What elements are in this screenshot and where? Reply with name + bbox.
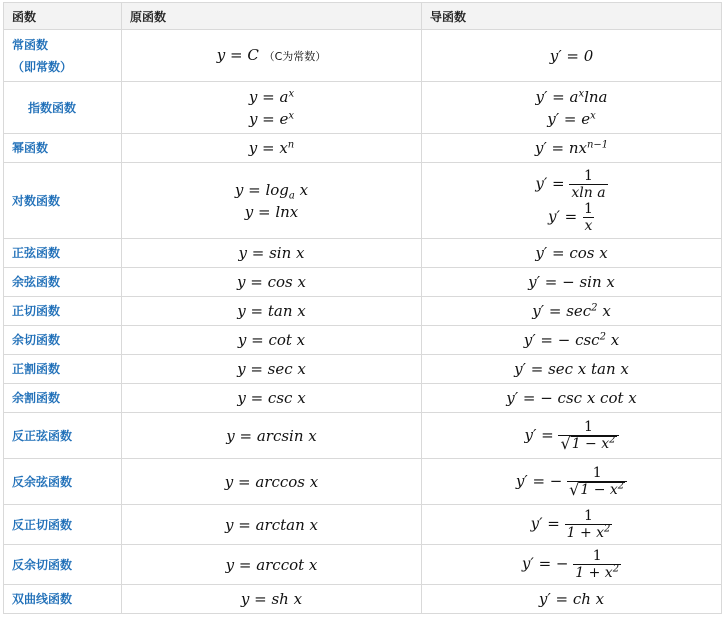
table-row bbox=[4, 384, 722, 413]
function-name[interactable]: 反余切函数 bbox=[4, 545, 122, 585]
original-formula: y = C （C为常数） bbox=[122, 30, 422, 82]
derivative-formula: y′ = − $\frac{1}{1 + x^2}$ bbox=[422, 545, 722, 585]
function-name[interactable]: 反正切函数 bbox=[4, 505, 122, 545]
derivative-formula: y′ = − 1 √ $1 - x^2$ bbox=[422, 459, 722, 505]
original-formula: y = csc x bbox=[122, 384, 422, 413]
derivative-formula: y′ = cos x bbox=[422, 239, 722, 268]
derivative-formula: $y' = \sec^2 x$ bbox=[422, 297, 722, 326]
table-row bbox=[4, 545, 722, 585]
derivative-formula: y′ = − $\csc^2 x$ bbox=[422, 326, 722, 355]
derivative-formula: y′ = 0 bbox=[422, 30, 722, 82]
derivative-table bbox=[3, 2, 722, 614]
function-name[interactable]: 正弦函数 bbox=[4, 239, 122, 268]
derivative-formula: y′ = 1 √ $1 - x^2$ bbox=[422, 413, 722, 459]
table-row bbox=[4, 326, 722, 355]
function-name[interactable]: 余弦函数 bbox=[4, 268, 122, 297]
function-name[interactable]: 反正弦函数 bbox=[4, 413, 122, 459]
original-formula: $y = x^n$ bbox=[122, 134, 422, 163]
table-row bbox=[4, 585, 722, 614]
table-row bbox=[4, 355, 722, 384]
derivative-formula: y′ = ch x bbox=[422, 585, 722, 614]
original-formula: $y = a^x$ $y = e^x$ bbox=[122, 82, 422, 134]
original-formula: y = cos x bbox=[122, 268, 422, 297]
table-row bbox=[4, 459, 722, 505]
function-name bbox=[4, 30, 122, 82]
function-name[interactable]: 指数函数 bbox=[4, 82, 122, 134]
note: （C为常数） bbox=[263, 49, 327, 63]
original-formula: y = sin x bbox=[122, 239, 422, 268]
name-line[interactable]: 常函数 bbox=[12, 37, 49, 52]
table-row bbox=[4, 134, 722, 163]
derivative-formula: y′ = sec x tan x bbox=[422, 355, 722, 384]
derivative-formula: y′ = $\frac{1}{\text{xln a}}$ y′ = $\frac{1}{x}$ bbox=[422, 163, 722, 239]
table-row bbox=[4, 239, 722, 268]
table-row bbox=[4, 505, 722, 545]
original-formula: y = cot x bbox=[122, 326, 422, 355]
table-row bbox=[4, 30, 722, 82]
derivative-formula: $y' = a^x\ln a$ $y' = e^x$ bbox=[422, 82, 722, 134]
header-row bbox=[4, 3, 722, 30]
original-formula: y = sh x bbox=[122, 585, 422, 614]
derivative-formula: y′ = − sin x bbox=[422, 268, 722, 297]
original-formula: y = arcsin x bbox=[122, 413, 422, 459]
function-name[interactable]: 余切函数 bbox=[4, 326, 122, 355]
table-row bbox=[4, 82, 722, 134]
name-line[interactable]: （即常数） bbox=[12, 59, 73, 74]
function-name[interactable]: 双曲线函数 bbox=[4, 585, 122, 614]
function-name[interactable]: 正割函数 bbox=[4, 355, 122, 384]
function-name[interactable]: 幂函数 bbox=[4, 134, 122, 163]
table-row bbox=[4, 163, 722, 239]
function-name[interactable]: 余割函数 bbox=[4, 384, 122, 413]
derivative-formula: y′ = − csc x cot x bbox=[422, 384, 722, 413]
table-row bbox=[4, 297, 722, 326]
original-formula: y = sec x bbox=[122, 355, 422, 384]
original-formula: $y = \log_a x$ y = lnx bbox=[122, 163, 422, 239]
original-formula: y = arctan x bbox=[122, 505, 422, 545]
original-formula: y = arccos x bbox=[122, 459, 422, 505]
table-row bbox=[4, 413, 722, 459]
derivative-formula: y′ = $\frac{1}{1 + x^2}$ bbox=[422, 505, 722, 545]
original-formula: y = arccot x bbox=[122, 545, 422, 585]
derivative-formula: $y' = nx^{n-1}$ bbox=[422, 134, 722, 163]
function-name[interactable]: 反余弦函数 bbox=[4, 459, 122, 505]
function-name[interactable]: 正切函数 bbox=[4, 297, 122, 326]
function-name[interactable]: 对数函数 bbox=[4, 163, 122, 239]
header-function: 函数 bbox=[4, 3, 122, 30]
original-formula: y = tan x bbox=[122, 297, 422, 326]
table-row bbox=[4, 268, 722, 297]
header-original: 原函数 bbox=[122, 3, 422, 30]
header-derivative: 导函数 bbox=[422, 3, 722, 30]
